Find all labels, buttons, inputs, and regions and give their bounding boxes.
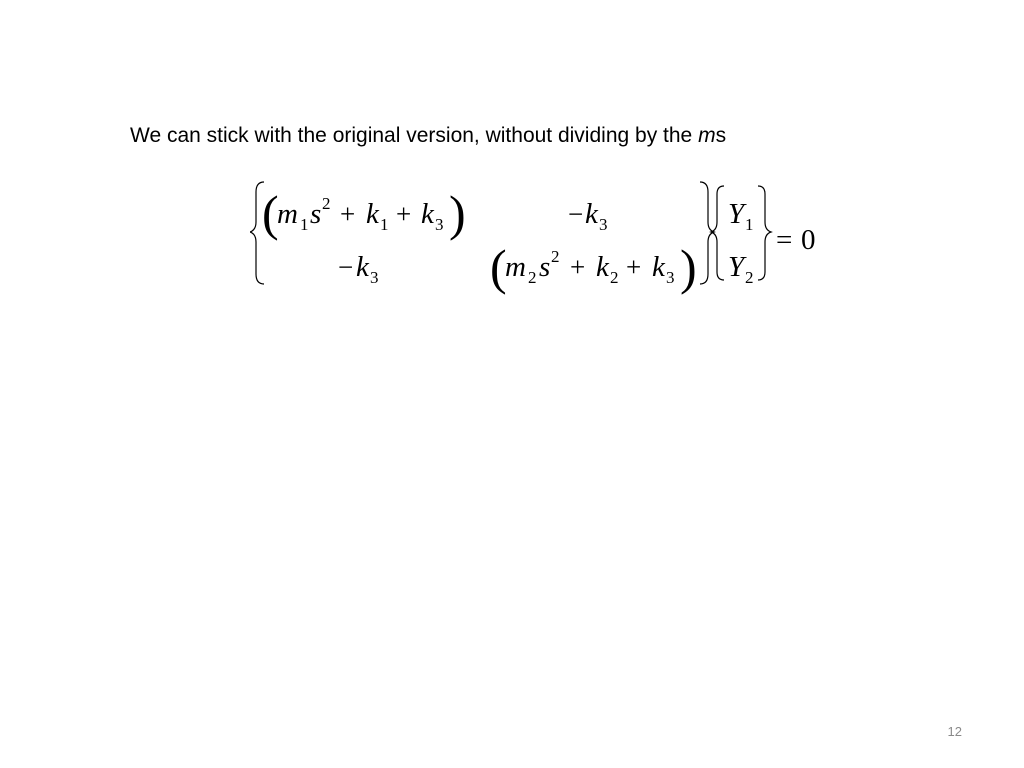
body-text-suffix: s xyxy=(715,124,727,147)
equals-sign: = xyxy=(776,224,793,256)
vector-Y1-sub: 1 xyxy=(745,215,754,234)
row2-col2-s-sup: 2 xyxy=(551,247,560,266)
row1-col1-s-sup: 2 xyxy=(322,194,331,213)
vector-Y1: Y xyxy=(728,198,745,230)
row2-col2-close-paren: ) xyxy=(680,239,697,295)
row2-col1-k-sub: 3 xyxy=(370,268,379,287)
row2-col1-minus: − xyxy=(338,252,354,282)
row1-col1-k1: k xyxy=(366,198,379,230)
row1-col1-open-paren: ( xyxy=(262,185,279,241)
row2-col2-k2: k xyxy=(596,251,609,283)
row1-col1-plus1: + xyxy=(340,199,356,229)
row2-col2-plus2: + xyxy=(626,252,642,282)
row1-col2-k: k xyxy=(585,198,598,230)
row1-col2-minus: − xyxy=(568,199,584,229)
row2-col2-m: m xyxy=(505,251,526,283)
vector-Y2: Y xyxy=(728,251,745,283)
row1-col1-k3-sub: 3 xyxy=(435,215,444,234)
matrix-equation xyxy=(250,178,830,298)
body-text-main: We can stick with the original version, without dividing by the xyxy=(130,124,699,147)
slide-body-text xyxy=(130,122,726,150)
row2-col2-s: s xyxy=(539,251,551,283)
row1-col1-s: s xyxy=(310,198,322,230)
row1-col1-k1-sub: 1 xyxy=(380,215,389,234)
row2-col2-open-paren: ( xyxy=(490,239,507,295)
row2-col2-m-sub: 2 xyxy=(528,268,537,287)
row1-col1-plus2: + xyxy=(396,199,412,229)
row1-col1-close-paren: ) xyxy=(449,185,466,241)
row1-col1-m-sub: 1 xyxy=(300,215,309,234)
row1-col1-k3: k xyxy=(421,198,434,230)
row2-col2-plus1: + xyxy=(570,252,586,282)
row1-col1-m: m xyxy=(277,198,298,230)
row2-col2-k3-sub: 3 xyxy=(666,268,675,287)
row1-col2-k-sub: 3 xyxy=(599,215,608,234)
rhs-zero: 0 xyxy=(801,224,816,256)
slide-page-number: 12 xyxy=(947,724,962,739)
matrix-equation-svg xyxy=(250,178,830,298)
vector-Y2-sub: 2 xyxy=(745,268,754,287)
row2-col2-k2-sub: 2 xyxy=(610,268,619,287)
row2-col1-k: k xyxy=(356,251,369,283)
vector-right-brace xyxy=(758,186,771,280)
row2-col2-k3: k xyxy=(652,251,665,283)
body-text-italic-m: m xyxy=(698,124,716,147)
vector-left-brace xyxy=(711,186,724,280)
